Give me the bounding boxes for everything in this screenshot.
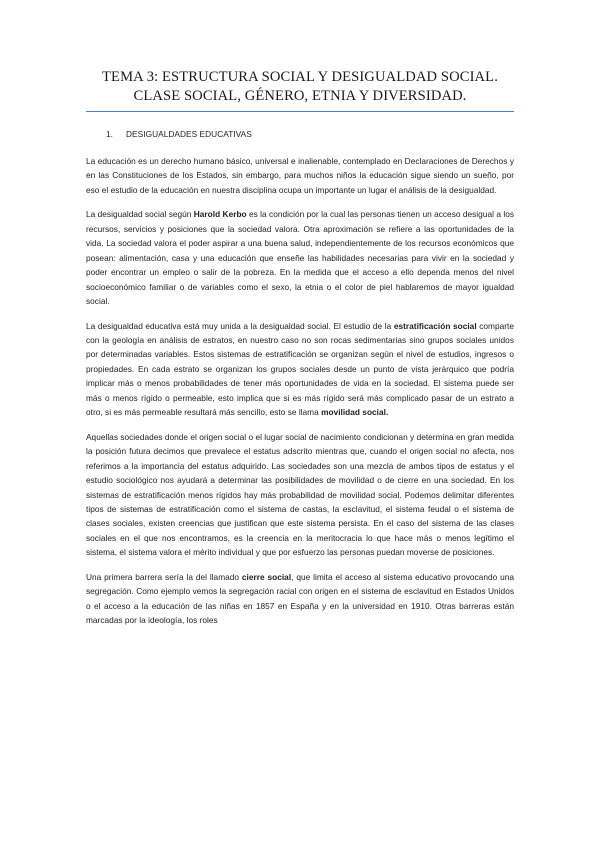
paragraph-4-text: Aquellas sociedades donde el origen social o el lugar social de nacimiento condicionan y determina en gran medida la posición futura decimos que prevalece el estatus adscrito mientras que, cuando el origen social no afecta, nos referimos a la importancia del estatus adquirido. Las sociedades son una mezcla de ambos tipos de estatus y el estudio sociológico nos ayudará a determinar las posibilidades de movilidad o de cierre en una sociedad. En los sistemas de estratificación menos rígidos hay más probabilidad de movilidad social. Podemos delimitar diferentes tipos de sistemas de estratificación como el sistema de castas, la esclavitud, el sistema feudal o el sistema de clases sociales, existen creencias que justifican que este sistema persista. En el caso del sistema de las clases sociales en el que nos encontramos, es la creencia en la meritocracia lo que hace más o menos legítimo el sistema, el sistema valora el mérito individual y que por esfuerzo las personas puedan moverse de posiciones. bbox=[86, 431, 514, 558]
title-line-2: CLASE SOCIAL, GÉNERO, ETNIA Y DIVERSIDAD. bbox=[133, 88, 467, 104]
document-title bbox=[86, 68, 514, 106]
paragraph-2-text-b: es la condición por la cual las personas tienen un acceso desigual a los recursos, servicios y posiciones que la sociedad valora. Otra aproximación se refiere a las oportunidades de la vida. La sociedad valora el poder aspirar a una buena salud, independientemente de los recursos económicos que posean: alimentación, casa y una educación que enseñe las habilidades necesarias para vivir en la sociedad y poder encontrar un empleo o salir de la pobreza. En la medida que el acceso a ello dependa menos del nivel socioeconómico familiar o de variables como el sexo, la etnia o el color de piel hablaremos de mayor igualdad social. bbox=[86, 209, 514, 307]
paragraph-3 bbox=[86, 319, 514, 420]
section-heading bbox=[106, 128, 514, 140]
title-line-1: TEMA 3: ESTRUCTURA SOCIAL Y DESIGUALDAD SOCIAL. bbox=[102, 69, 498, 85]
document-page bbox=[86, 68, 514, 638]
section-number: 1. bbox=[106, 129, 114, 139]
paragraph-1-text: La educación es un derecho humano básico, universal e inalienable, contemplado en Declaraciones de Derechos y en las Constituciones de los Estados, sin embargo, para muchos niños la educación sigue siendo un sueño, por eso el estudio de la educación en nuestra disciplina ocupa un importante un lugar el análisis de la desigualdad. bbox=[86, 156, 514, 195]
term-estratificacion: estratificación social bbox=[393, 320, 477, 331]
paragraph-5-text-b: , que limita el acceso al sistema educativo provocando una segregación. Como ejemplo vemos la segregación racial con origen en el sistema de esclavitud en Estados Unidos o el acceso a la educación de las niñas en 1857 en España y en la universidad en 1910. Otras barreras están marcadas por la ideología, los roles bbox=[86, 571, 514, 626]
title-underline bbox=[86, 111, 514, 112]
paragraph-5-text-a: Una primera barrera sería la del llamado bbox=[86, 571, 242, 582]
author-name: Harold Kerbo bbox=[193, 209, 247, 220]
term-movilidad: movilidad social. bbox=[321, 407, 389, 418]
paragraph-4 bbox=[86, 430, 514, 560]
term-cierre-social: cierre social bbox=[241, 571, 292, 582]
paragraph-5 bbox=[86, 570, 514, 628]
section-title: DESIGUALDADES EDUCATIVAS bbox=[126, 129, 252, 139]
paragraph-2 bbox=[86, 207, 514, 308]
paragraph-1 bbox=[86, 154, 514, 197]
paragraph-2-text-a: La desigualdad social según bbox=[86, 209, 194, 220]
paragraph-3-text-b: comparte con la geología en análisis de estratos, en nuestro caso no son rocas sedimentarias sino grupos sociales unidos por determinadas variables. Estos sistemas de estratificación se organizan según el nivel de estudios, ingresos o propiedades. En cada estrato se organizan los grupos sociales desde un punto de vista jerárquico que podría implicar más o menos probabilidades de tener más oportunidades de vida en la sociedad. El sistema puede ser más o menos rígido o permeable, esto implica que si es más rígido será más complicado pasar de un estrato a otro, si es más permeable resultará más sencillo, esto se llama bbox=[86, 320, 514, 418]
paragraph-3-text-a: La desigualdad educativa está muy unida a la desigualdad social. El estudio de la bbox=[86, 320, 394, 331]
